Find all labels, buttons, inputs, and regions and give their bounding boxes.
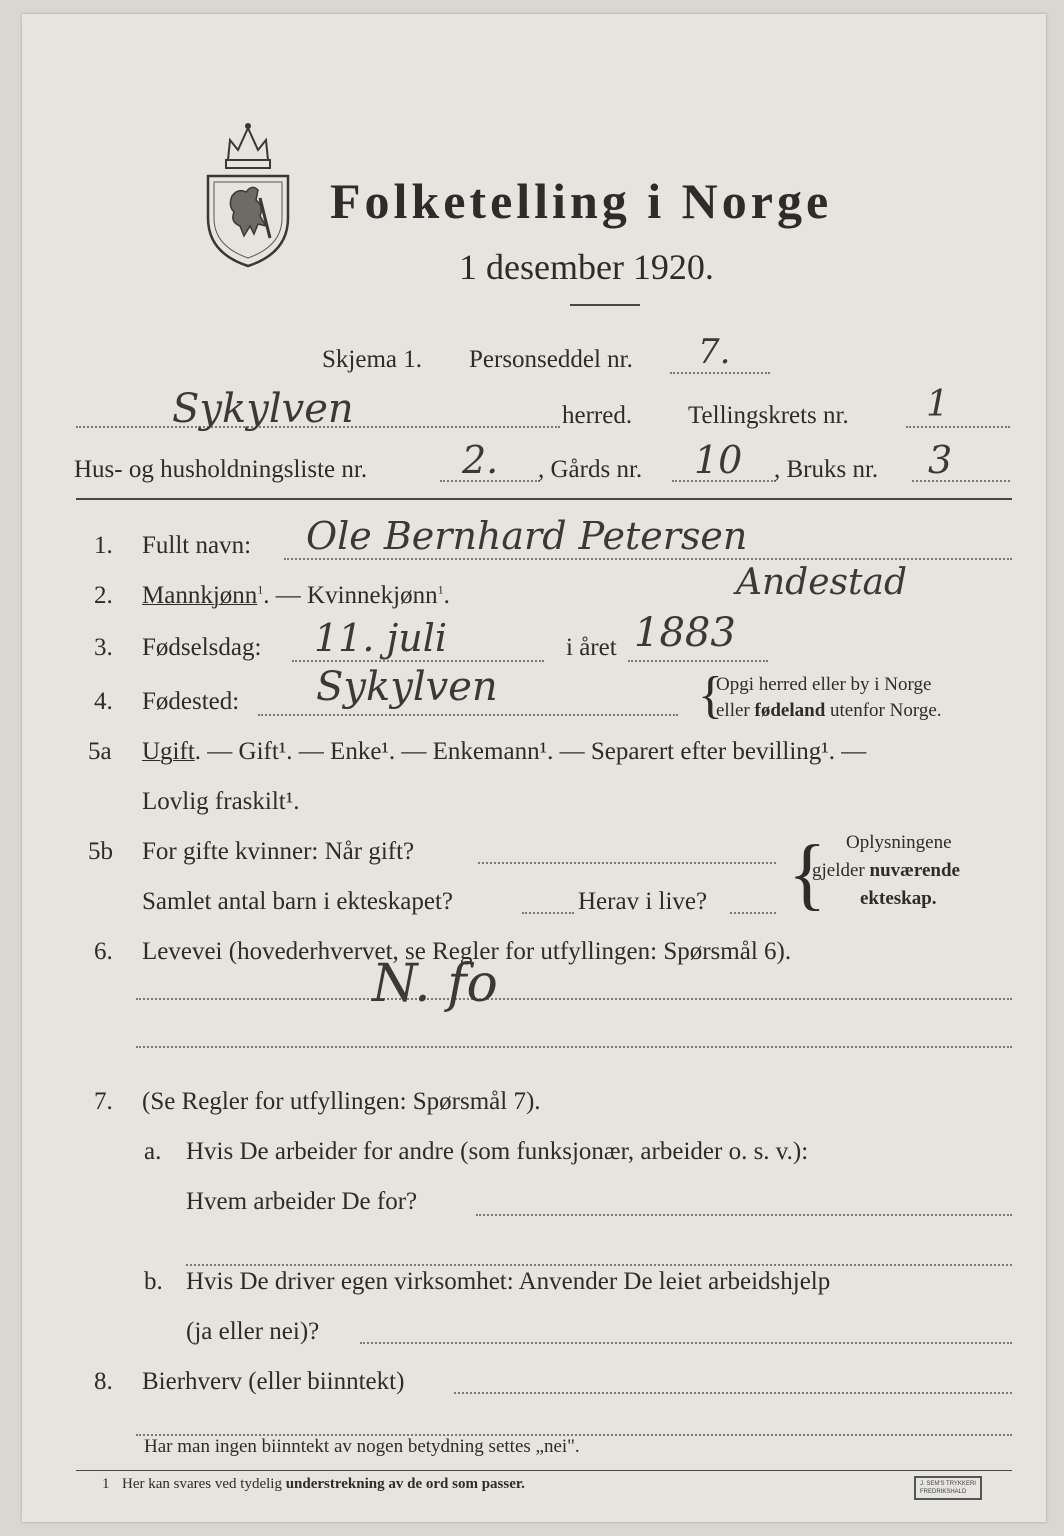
q5a-number: 5a [88, 738, 112, 765]
birthplace-value: Sykylven [316, 664, 498, 710]
tellingskrets-line [906, 426, 1010, 428]
herred-value: Sykylven [172, 386, 354, 432]
stamp-line2: FREDRIKSHALD [920, 1489, 967, 1495]
stamp-line1: J. SEM'S TRYKKERI [920, 1481, 976, 1487]
occupation-line2 [136, 1046, 1012, 1048]
hired-help-line [360, 1342, 1012, 1344]
q7b-letter: b. [144, 1268, 163, 1295]
q7-number: 7. [94, 1088, 113, 1115]
skjema-label: Skjema 1. [322, 346, 422, 373]
q1-number: 1. [94, 532, 113, 559]
coat-of-arms-icon [200, 118, 296, 268]
female-option: . — Kvinnekjønn [263, 582, 438, 609]
q7a-line1: Hvis De arbeider for andre (som funksjonær, arbeider o. s. v.): [186, 1138, 809, 1165]
q5a-rest: . — Gift¹. — Enke¹. — Enkemann¹. — Separert efter bevilling¹. — [194, 738, 867, 765]
q7a-line2: Hvem arbeider De for? [186, 1188, 418, 1215]
birthdate-line [292, 660, 544, 662]
married-when-line [478, 862, 776, 864]
q5b-line1: For gifte kvinner: Når gift? [142, 838, 415, 865]
q4-note-line2 [716, 700, 942, 722]
q5a-options [142, 738, 866, 766]
bruks-line [912, 480, 1010, 482]
birthdate-value: 11. juli [314, 616, 448, 660]
q5b-note2-pre: gjelder [812, 860, 870, 881]
q5b-note3: ekteskap. [860, 888, 937, 909]
q2-number: 2. [94, 582, 113, 609]
occupation-line1 [136, 998, 1012, 1000]
q4-number: 4. [94, 688, 113, 715]
q8-note: Har man ingen biinntekt av nogen betydning settes „nei". [144, 1436, 580, 1457]
q2-end: . [443, 582, 450, 609]
q2-annotation: Andestad [736, 562, 907, 603]
q5a-line2: Lovlig fraskilt¹. [142, 788, 300, 815]
q5b-note1: Oplysningene [846, 832, 952, 853]
q7b-line2: (ja eller nei)? [186, 1318, 320, 1345]
q8-label: Bierhverv (eller biinntekt) [142, 1368, 405, 1395]
personseddel-value: 7. [698, 332, 731, 372]
q6-number: 6. [94, 938, 113, 965]
q2-options [142, 582, 450, 610]
q5b-line2a: Samlet antal barn i ekteskapet? [142, 888, 453, 915]
side-income-line1 [454, 1392, 1012, 1394]
q1-label: Fullt navn: [142, 532, 252, 559]
q8-number: 8. [94, 1368, 113, 1395]
printer-stamp [914, 1476, 982, 1500]
q4-note-line1: Opgi herred eller by i Norge [716, 674, 932, 695]
q4-label: Fødested: [142, 688, 240, 715]
birthyear-line [628, 660, 768, 662]
form-date: 1 desember 1920. [459, 247, 714, 287]
tellingskrets-label: Tellingskrets nr. [688, 402, 849, 429]
husliste-label: Hus- og husholdningsliste nr. [74, 456, 368, 483]
q5b-note2 [812, 860, 960, 882]
q3-label: Fødselsdag: [142, 634, 262, 661]
children-line [522, 912, 574, 914]
census-form-sheet [22, 14, 1046, 1522]
form-title: Folketelling i Norge [330, 173, 833, 229]
footnote-ref: 1 [437, 582, 444, 597]
q7-label: (Se Regler for utfyllingen: Spørsmål 7). [142, 1088, 541, 1115]
q3-number: 3. [94, 634, 113, 661]
footnote-bold: understrekning av de ord som passer. [285, 1476, 525, 1492]
q6-label: Levevei (hovederhvervet, se Regler for utfyllingen: Spørsmål 6). [142, 938, 792, 965]
footnote-mark: 1 [102, 1476, 110, 1492]
employer-line2 [186, 1264, 1012, 1266]
q7b-line1: Hvis De driver egen virksomhet: Anvender De leiet arbeidshjelp [186, 1268, 831, 1295]
alive-line [730, 912, 776, 914]
footnote-ref: 1 [257, 582, 264, 597]
q4-note-pre: eller [716, 700, 755, 721]
employer-line1 [476, 1214, 1012, 1216]
bruks-label: , Bruks nr. [774, 456, 879, 483]
q5b-brace: { [788, 830, 827, 918]
herred-label: herred. [562, 402, 633, 429]
male-option: Mannkjønn [142, 582, 258, 609]
q4-brace: { [698, 667, 723, 724]
header-divider [76, 498, 1012, 500]
occupation-value: N. fo [372, 954, 498, 1014]
q4-note-bold: fødeland [754, 700, 826, 721]
tellingskrets-value: 1 [926, 384, 949, 425]
birthyear-value: 1883 [634, 610, 736, 656]
personseddel-line [670, 372, 770, 374]
gards-value: 10 [694, 438, 743, 482]
husliste-value: 2. [462, 438, 499, 482]
birthplace-line [258, 714, 678, 716]
footnote-pre: Her kan svares ved tydelig [122, 1476, 286, 1492]
footer-divider [76, 1470, 1012, 1471]
q5b-note2-bold: nuværende [869, 860, 960, 881]
ugift-option: Ugift [142, 738, 195, 765]
year-label: i året [566, 634, 617, 661]
q1-line [284, 558, 1012, 560]
full-name-value: Ole Bernhard Petersen [306, 514, 748, 558]
title-divider [570, 304, 640, 306]
personseddel-label: Personseddel nr. [469, 346, 633, 373]
q4-note-post: utenfor Norge. [825, 700, 942, 721]
q7a-letter: a. [144, 1138, 162, 1165]
bruks-value: 3 [928, 438, 953, 482]
q5b-line2b: Herav i live? [578, 888, 708, 915]
gards-label: , Gårds nr. [538, 456, 643, 483]
q5b-number: 5b [88, 838, 113, 865]
footnote-text [122, 1476, 525, 1493]
